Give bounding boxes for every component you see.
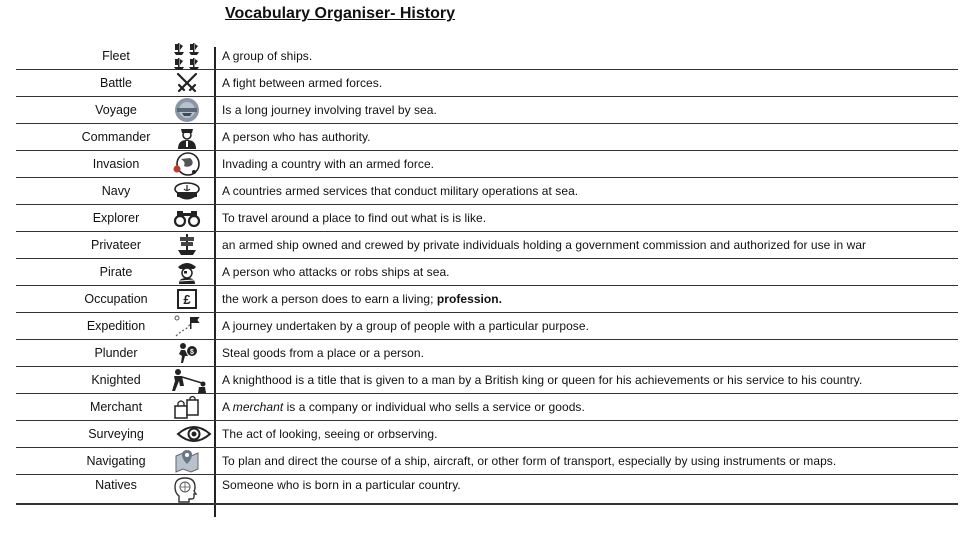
definition-cell: A knighthood is a title that is given to a man by a British king or queen for his achievements or his service to his country. [222,373,863,387]
table-row [16,70,958,97]
table-row [16,340,958,367]
vocabulary-table [16,43,958,505]
term-cell: Voyage [95,103,137,117]
definition-text: A [222,400,233,414]
crossed-swords-icon [172,71,202,95]
term-cell: Merchant [89,400,143,414]
table-row [16,205,958,232]
thief-icon [172,341,202,365]
term-cell: Battle [100,76,132,90]
definition-cell: A person who attacks or robs ships at sea. [222,265,450,279]
pirate-icon [172,260,202,284]
term-cell: Surveying [88,427,144,441]
definition-cell: A fight between armed forces. [222,76,383,90]
term-cell: Pirate [99,265,133,279]
term-cell: Invasion [92,157,140,171]
table-row [16,475,958,505]
table-row [16,124,958,151]
invasion-globe-icon [172,152,202,176]
term-cell: Privateer [90,238,142,252]
definition-cell: A journey undertaken by a group of people with a particular purpose. [222,319,589,333]
definition-text: the work a person does to earn a living; [222,292,437,306]
voyage-badge-icon [172,98,202,122]
table-row [16,97,958,124]
table-row [16,43,958,70]
table-row [16,448,958,475]
term-cell: Navy [101,184,131,198]
map-pin-icon [172,449,202,473]
svg-text:$: $ [190,349,194,356]
definition-cell: Invading a country with an armed force. [222,157,435,171]
term-cell: Natives [95,478,137,492]
definition-cell [222,286,502,312]
ships-icon [172,40,202,70]
table-row [16,259,958,286]
definition-bold-text: profession. [436,292,503,306]
definition-cell: Steal goods from a place or a person. [222,346,424,360]
knighting-icon [166,368,210,392]
term-cell: Fleet [102,49,130,63]
definition-cell: A countries armed services that conduct military operations at sea. [222,184,579,198]
definition-cell: To travel around a place to find out what is is like. [222,211,487,225]
privateer-ship-icon [172,233,202,257]
definition-cell: A group of ships. [222,49,313,63]
term-cell: Knighted [91,373,141,387]
table-row [16,232,958,259]
term-cell: Explorer [92,211,140,225]
table-row [16,367,958,394]
definition-cell: A person who has authority. [222,130,371,144]
definition-text: is a company or individual who sells a service or goods. [283,400,585,414]
svg-text:£: £ [183,292,191,307]
definition-italic-text: merchant [232,400,284,414]
term-cell: Occupation [84,292,148,306]
definition-cell: To plan and direct the course of a ship, aircraft, or other form of transport, especially by using instruments or maps. [222,454,837,468]
table-row [16,394,958,421]
expedition-flag-icon [172,314,202,338]
occupation-icon [172,287,202,311]
term-cell: Expedition [86,319,146,333]
table-row [16,421,958,448]
table-row [16,178,958,205]
term-cell: Navigating [86,454,146,468]
page-title: Vocabulary Organiser- History [225,5,455,22]
eye-icon [176,422,212,446]
definition-cell [222,394,585,420]
commander-icon [172,125,202,149]
term-cell: Commander [81,130,151,144]
navy-cap-icon [172,179,202,203]
head-globe-icon [172,476,202,504]
definition-cell: Is a long journey involving travel by sea. [222,103,437,117]
term-cell: Plunder [94,346,138,360]
shopping-bags-icon [172,395,202,419]
table-row [16,151,958,178]
table-row [16,313,958,340]
definition-cell: The act of looking, seeing or orbserving. [222,427,438,441]
definition-cell: Someone who is born in a particular country. [222,478,461,492]
definition-cell: an armed ship owned and crewed by private individuals holding a government commission and authorized for use in war [222,238,867,252]
table-row [16,286,958,313]
binoculars-icon [172,206,202,230]
